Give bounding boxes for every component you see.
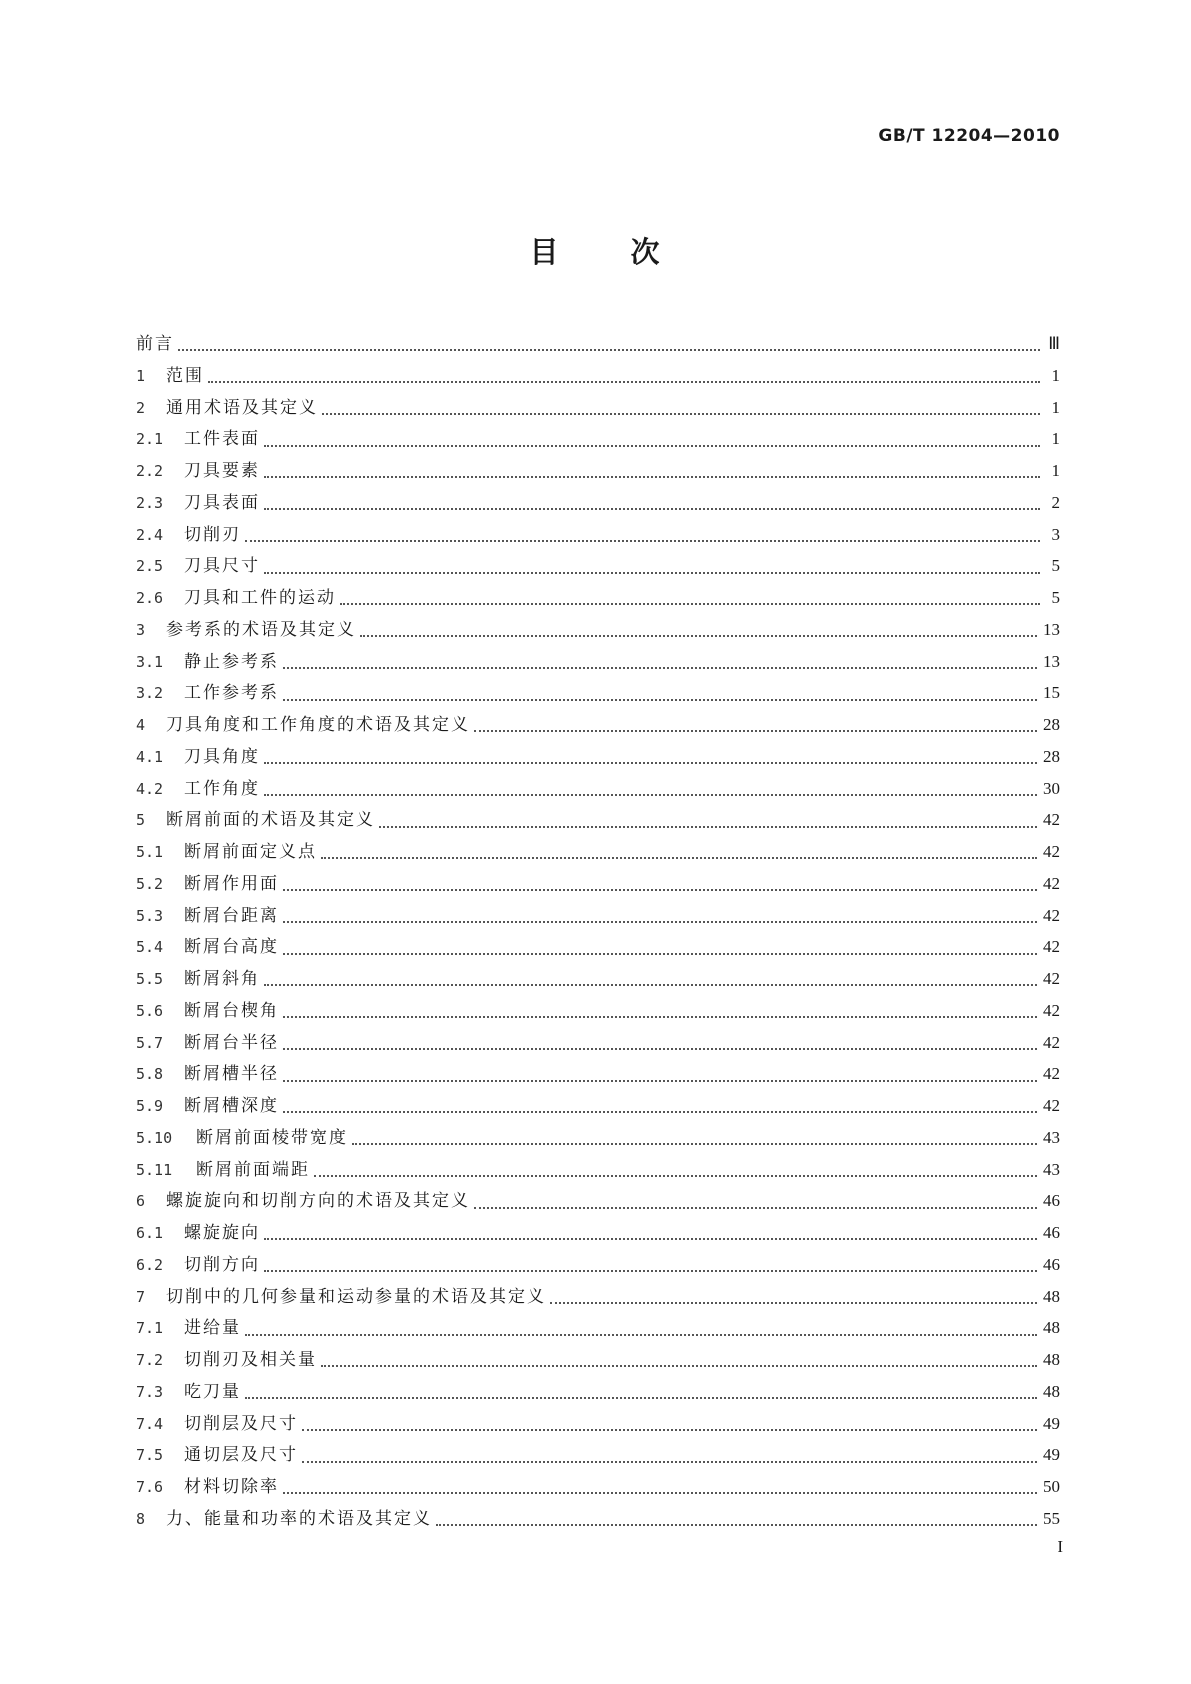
toc-dot-leader [283, 1047, 1037, 1050]
toc-entry[interactable] [136, 1503, 1060, 1535]
toc-entry-number: 4 [136, 716, 146, 734]
toc-entry-title: 刀具要素 [184, 461, 260, 481]
toc-entry-title: 断屑前面棱带宽度 [196, 1127, 348, 1148]
toc-entry-title: 螺旋旋向和切削方向的术语及其定义 [166, 1191, 470, 1212]
toc-dot-leader [283, 698, 1037, 701]
toc-entry-title: 断屑前面定义点 [184, 842, 317, 862]
toc-entry[interactable] [136, 741, 1060, 773]
toc-dot-leader [379, 825, 1037, 828]
toc-entry-title: 力、能量和功率的术语及其定义 [166, 1508, 432, 1529]
toc-entry-page: 50 [1043, 1477, 1060, 1496]
toc-entry[interactable] [136, 995, 1060, 1027]
toc-dot-leader [245, 1396, 1037, 1399]
toc-dot-leader [264, 571, 1040, 574]
toc-entry[interactable] [136, 1312, 1060, 1344]
toc-dot-leader [283, 888, 1037, 891]
toc-entry-number: 5.7 [136, 1033, 164, 1052]
toc-entry-page: 43 [1043, 1127, 1060, 1147]
toc-entry[interactable] [136, 1471, 1060, 1503]
toc-entry-title: 断屑前面端距 [196, 1159, 310, 1180]
toc-entry[interactable] [136, 1281, 1060, 1313]
toc-entry-page: 5 [1051, 556, 1060, 576]
toc-entry-number: 2.2 [136, 462, 164, 480]
toc-entry[interactable] [136, 1185, 1060, 1217]
toc-dot-leader [321, 1364, 1037, 1367]
toc-entry[interactable] [136, 1408, 1060, 1440]
toc-entry-page: 48 [1043, 1381, 1060, 1401]
toc-entry[interactable] [136, 963, 1060, 995]
toc-entry-number: 5.2 [136, 874, 164, 893]
toc-entry-page: 1 [1051, 461, 1060, 480]
toc-entry-number: 3.1 [136, 652, 164, 671]
toc-entry-title: 进给量 [184, 1318, 241, 1339]
toc-entry-page: 42 [1043, 1096, 1060, 1115]
toc-entry-page: 1 [1051, 397, 1060, 417]
toc-dot-leader [283, 952, 1037, 955]
toc-entry[interactable] [136, 1439, 1060, 1471]
toc-entry-page: 46 [1043, 1254, 1060, 1274]
toc-entry[interactable] [136, 455, 1060, 487]
toc-entry-page: 46 [1043, 1191, 1060, 1211]
toc-dot-leader [264, 793, 1037, 796]
toc-entry-page: 3 [1051, 524, 1060, 544]
toc-entry-page: 42 [1043, 969, 1060, 988]
toc-dot-leader [302, 1428, 1037, 1431]
toc-entry-title: 参考系的术语及其定义 [166, 619, 356, 640]
toc-dot-leader [302, 1460, 1037, 1463]
toc-entry-title: 吃刀量 [184, 1381, 241, 1402]
toc-entry-page: 30 [1043, 778, 1060, 798]
toc-entry-title: 静止参考系 [184, 651, 279, 672]
toc-entry-page: 48 [1043, 1350, 1060, 1369]
toc-entry-page: 2 [1051, 492, 1060, 512]
toc-dot-leader [360, 634, 1037, 637]
toc-entry-page: 1 [1051, 365, 1060, 385]
toc-entry-number: 7.3 [136, 1382, 164, 1401]
toc-entry-page: 48 [1043, 1286, 1060, 1306]
toc-entry-title: 范围 [166, 365, 204, 386]
toc-entry-page: 49 [1043, 1445, 1060, 1465]
toc-entry[interactable] [136, 519, 1060, 551]
toc-entry[interactable] [136, 1154, 1060, 1186]
toc-entry-title: 断屑前面的术语及其定义 [166, 810, 375, 831]
toc-entry-number: 5.11 [136, 1160, 173, 1179]
toc-dot-leader [321, 856, 1037, 859]
toc-entry-page: 1 [1051, 429, 1060, 449]
toc-entry-number: 2.3 [136, 493, 164, 512]
toc-dot-leader [340, 602, 1040, 605]
toc-entry-title: 工件表面 [184, 429, 260, 450]
toc-entry-title: 工作角度 [184, 778, 260, 799]
standard-code: GB/T 12204—2010 [878, 126, 1060, 146]
toc-dot-leader [264, 1237, 1037, 1240]
toc-dot-leader [264, 983, 1037, 986]
toc-entry[interactable] [136, 614, 1060, 646]
toc-entry[interactable] [136, 709, 1060, 741]
toc-entry-number: 7 [136, 1287, 146, 1306]
toc-dot-leader [550, 1301, 1037, 1304]
toc-entry-page: 5 [1051, 588, 1060, 607]
toc-entry-number: 5.6 [136, 1001, 164, 1020]
toc-entry-title: 刀具角度和工作角度的术语及其定义 [166, 715, 470, 735]
toc-entry-number: 5.8 [136, 1065, 164, 1084]
toc-entry[interactable] [136, 423, 1060, 455]
toc-entry-number: 5.5 [136, 970, 164, 988]
toc-entry[interactable] [136, 1344, 1060, 1376]
toc-entry-page: 49 [1043, 1413, 1060, 1433]
toc-entry-number: 7.1 [136, 1319, 164, 1338]
toc-entry-page: 42 [1043, 873, 1060, 893]
toc-entry[interactable] [136, 1122, 1060, 1154]
toc-dot-leader [314, 1174, 1037, 1177]
toc-entry[interactable] [136, 582, 1060, 614]
toc-dot-leader [208, 380, 1040, 383]
toc-entry[interactable] [136, 677, 1060, 709]
toc-entry-title: 切削刃及相关量 [184, 1350, 317, 1370]
toc-entry[interactable] [136, 1090, 1060, 1122]
toc-entry-title: 断屑斜角 [184, 969, 260, 989]
toc-dot-leader [264, 1269, 1037, 1272]
toc-entry[interactable] [136, 646, 1060, 678]
toc-entry-page: 42 [1043, 1000, 1060, 1020]
toc-entry-title: 切削层及尺寸 [184, 1413, 298, 1434]
toc-dot-leader [245, 1333, 1037, 1336]
toc-entry-page: 28 [1043, 715, 1060, 734]
toc-dot-leader [283, 666, 1037, 669]
page-title: 目 次 [529, 235, 662, 269]
toc-entry[interactable] [136, 1376, 1060, 1408]
toc-dot-leader [264, 761, 1037, 764]
toc-entry-page: 13 [1043, 651, 1060, 671]
toc-entry-title: 前言 [136, 334, 174, 354]
toc-dot-leader [352, 1142, 1037, 1145]
toc-entry[interactable] [136, 804, 1060, 836]
toc-dot-leader [283, 1015, 1037, 1018]
toc-entry-page: 42 [1043, 810, 1060, 830]
toc-entry[interactable] [136, 931, 1060, 963]
toc-entry-number: 2.5 [136, 557, 164, 576]
toc-entry-title: 工作参考系 [184, 683, 279, 704]
toc-entry-page: 43 [1043, 1159, 1060, 1179]
toc-entry[interactable] [136, 1058, 1060, 1090]
toc-entry-title: 断屑作用面 [184, 873, 279, 894]
toc-dot-leader [283, 1079, 1037, 1082]
toc-entry-number: 6.2 [136, 1255, 164, 1274]
toc-entry[interactable] [136, 360, 1060, 392]
toc-entry-number: 7.5 [136, 1446, 164, 1465]
toc-entry-page: 28 [1043, 746, 1060, 766]
toc-entry-title: 通切层及尺寸 [184, 1445, 298, 1466]
toc-entry[interactable] [136, 1217, 1060, 1249]
toc-entry-number: 7.6 [136, 1478, 164, 1496]
toc-entry-number: 3 [136, 620, 146, 639]
toc-entry-page: 42 [1043, 1032, 1060, 1052]
toc-entry-page: 48 [1043, 1318, 1060, 1338]
toc-entry[interactable] [136, 1249, 1060, 1281]
toc-entry-title: 断屑槽半径 [184, 1064, 279, 1085]
toc-entry-title: 刀具角度 [184, 746, 260, 767]
toc-entry-number: 2.1 [136, 430, 164, 449]
toc-entry-number: 5.1 [136, 843, 164, 861]
toc-entry-number: 7.2 [136, 1351, 164, 1369]
toc-entry[interactable] [136, 550, 1060, 582]
toc-entry[interactable] [136, 328, 1060, 360]
toc-entry[interactable] [136, 487, 1060, 519]
toc-entry-title: 螺旋旋向 [184, 1223, 260, 1243]
toc-entry-number: 5.3 [136, 906, 164, 925]
toc-entry-title: 断屑台半径 [184, 1032, 279, 1053]
toc-entry-number: 6 [136, 1192, 146, 1211]
toc-entry-number: 4.2 [136, 779, 164, 798]
toc-entry[interactable] [136, 868, 1060, 900]
table-of-contents [136, 328, 1060, 1535]
toc-entry-title: 断屑台高度 [184, 937, 279, 958]
toc-entry-number: 2.4 [136, 525, 164, 544]
toc-entry-number: 5.9 [136, 1097, 164, 1115]
toc-entry-number: 2.6 [136, 589, 164, 607]
toc-entry-title: 刀具表面 [184, 492, 260, 513]
toc-dot-leader [283, 1110, 1037, 1113]
toc-entry-title: 断屑槽深度 [184, 1096, 279, 1116]
toc-dot-leader [474, 1206, 1037, 1209]
toc-entry-title: 通用术语及其定义 [166, 397, 318, 418]
toc-entry-page: 55 [1043, 1508, 1060, 1528]
toc-dot-leader [283, 1491, 1037, 1494]
toc-entry-page: 42 [1043, 1064, 1060, 1084]
toc-dot-leader [264, 444, 1040, 447]
toc-entry[interactable] [136, 392, 1060, 424]
toc-entry-number: 4.1 [136, 747, 164, 766]
toc-entry-number: 7.4 [136, 1414, 164, 1433]
toc-entry[interactable] [136, 836, 1060, 868]
toc-entry[interactable] [136, 900, 1060, 932]
toc-entry-number: 5.4 [136, 938, 164, 957]
page-number: I [1057, 1537, 1063, 1556]
toc-entry-title: 切削中的几何参量和运动参量的术语及其定义 [166, 1286, 546, 1307]
toc-dot-leader [474, 729, 1037, 732]
toc-entry-title: 刀具尺寸 [184, 556, 260, 577]
toc-entry-title: 切削方向 [184, 1254, 260, 1275]
toc-entry-number: 1 [136, 366, 146, 385]
toc-dot-leader [264, 507, 1040, 510]
toc-entry-number: 5 [136, 811, 146, 830]
toc-entry-title: 刀具和工件的运动 [184, 588, 336, 608]
toc-entry-number: 6.1 [136, 1224, 164, 1242]
toc-entry[interactable] [136, 773, 1060, 805]
toc-entry-page: Ⅲ [1048, 334, 1060, 353]
toc-dot-leader [264, 475, 1040, 478]
toc-entry-title: 断屑台距离 [184, 905, 279, 926]
toc-dot-leader [322, 412, 1040, 415]
toc-entry-title: 断屑台楔角 [184, 1000, 279, 1021]
toc-dot-leader [178, 348, 1040, 351]
toc-entry-page: 13 [1043, 619, 1060, 639]
toc-entry-title: 切削刃 [184, 524, 241, 545]
toc-entry-title: 材料切除率 [184, 1477, 279, 1497]
toc-entry-page: 46 [1043, 1223, 1060, 1242]
toc-entry-page: 42 [1043, 937, 1060, 957]
toc-entry-number: 2 [136, 398, 146, 417]
toc-entry-number: 8 [136, 1509, 146, 1528]
toc-entry-page: 42 [1043, 842, 1060, 861]
toc-entry-number: 5.10 [136, 1128, 173, 1147]
toc-dot-leader [283, 920, 1037, 923]
toc-entry-page: 15 [1043, 683, 1060, 703]
toc-entry[interactable] [136, 1027, 1060, 1059]
toc-dot-leader [245, 539, 1040, 542]
toc-entry-page: 42 [1043, 905, 1060, 925]
toc-entry-number: 3.2 [136, 684, 164, 703]
toc-dot-leader [436, 1523, 1037, 1526]
